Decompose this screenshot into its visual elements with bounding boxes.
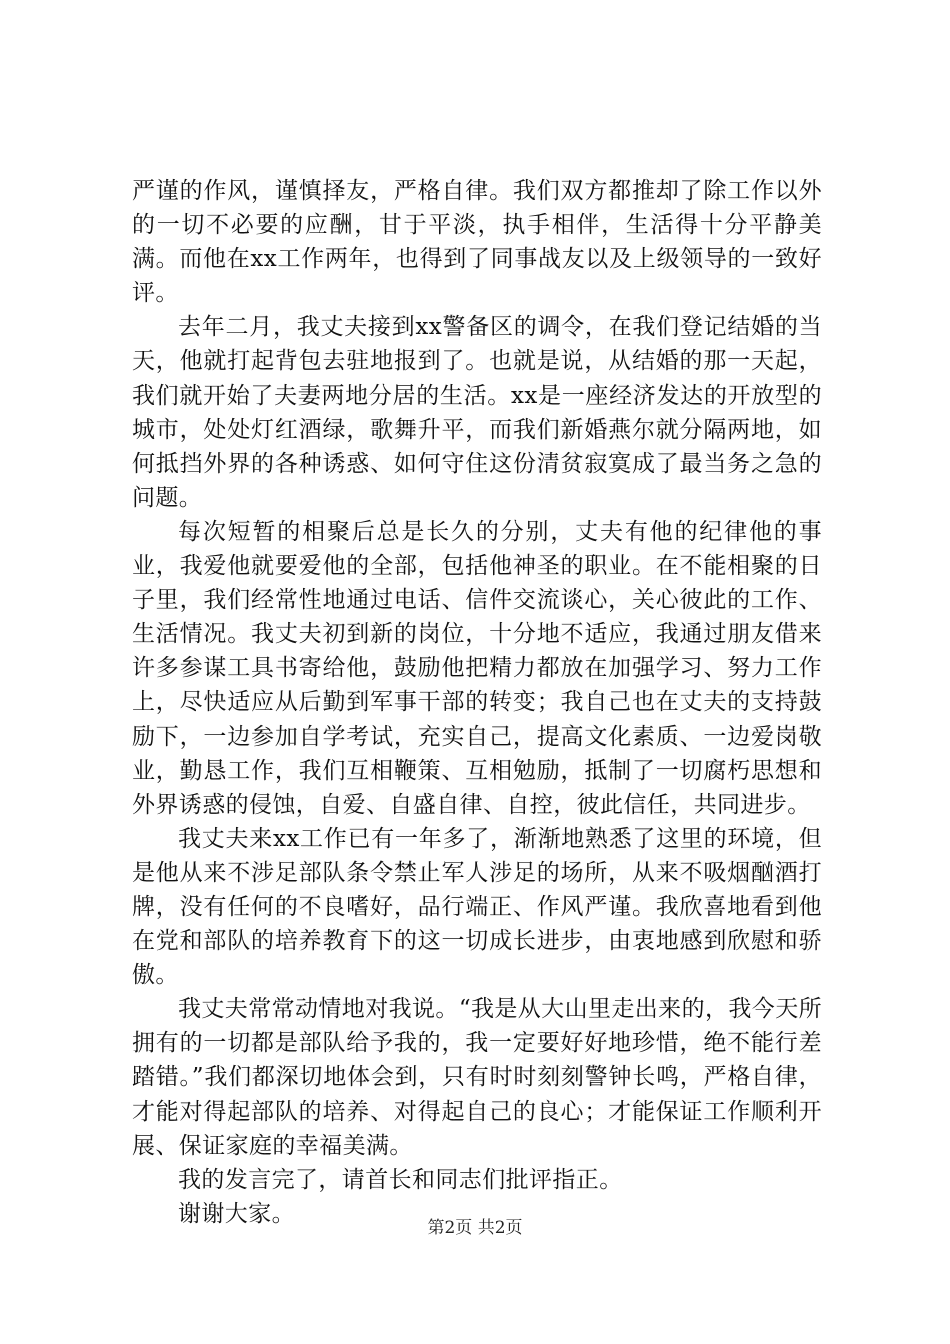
paragraph-thanks: 谢谢大家。: [178, 1200, 295, 1227]
paragraph-transfer: 去年二月，我丈夫接到xx警备区的调令，在我们登记结婚的当天，他就打起背包去驻地报到了。也就是说，从结婚的那一天起，我们就开始了夫妻两地分居的生活。xx是一座经济发达的开放型的城市，处处灯红酒绿，歌舞升平，而我们新婚燕尔就分隔两地，如何抵挡外界的各种诱惑、如何守住这份清贫寂寞成了最当务之急的问题。: [132, 314, 822, 511]
document-body: [132, 174, 822, 1231]
paragraph-continuation: 严谨的作风，谨慎择友，严格自律。我们双方都推却了除工作以外的一切不必要的应酬，甘于平淡，执手相伴，生活得十分平静美满。而他在xx工作两年，也得到了同事战友以及上级领导的一致好评。: [132, 178, 822, 307]
paragraph-separation: 每次短暂的相聚后总是长久的分别，丈夫有他的纪律他的事业，我爱他就要爱他的全部，包括他神圣的职业。在不能相聚的日子里，我们经常性地通过电话、信件交流谈心，关心彼此的工作、生活情况。我丈夫初到新的岗位，十分地不适应，我通过朋友借来许多参谋工具书寄给他，鼓励他把精力都放在加强学习、努力工作上，尽快适应从后勤到军事干部的转变；我自己也在丈夫的支持鼓励下，一边参加自学考试，充实自己，提高文化素质、一边爱岗敬业，勤恳工作，我们互相鞭策、互相勉励，抵制了一切腐朽思想和外界诱惑的侵蚀，自爱、自盛自律、自控，彼此信任，共同进步。: [132, 518, 822, 818]
page-number: 第2页 共2页: [427, 1218, 523, 1238]
paragraph-quote: 我丈夫常常动情地对我说。“我是从大山里走出来的，我今天所拥有的一切都是部队给予我的，我一定要好好地珍惜，绝不能行差踏错。”我们都深切地体会到，只有时时刻刻警钟长鸣，严格自律，才能对得起部队的培养、对得起自己的良心；才能保证工作顺利开展、保证家庭的幸福美满。: [132, 996, 822, 1159]
paragraph-progress: 我丈夫来xx工作已有一年多了，渐渐地熟悉了这里的环境，但是他从来不涉足部队条令禁止军人涉足的场所，从来不吸烟酗酒打牌，没有任何的不良嗜好，品行端正、作风严谨。我欣喜地看到他在党和部队的培养教育下的这一切成长进步，由衷地感到欣慰和骄傲。: [132, 825, 822, 989]
paragraph-closing: 我的发言完了，请首长和同志们批评指正。: [178, 1166, 623, 1193]
